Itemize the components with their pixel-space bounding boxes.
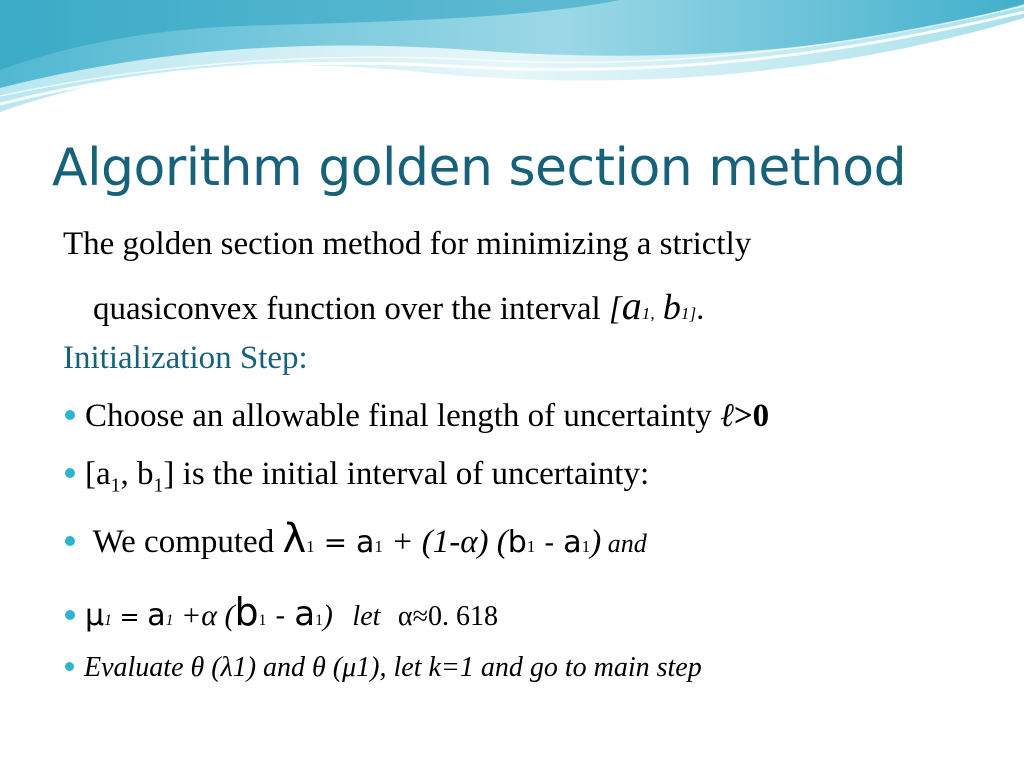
bullet-text: Evaluate θ (λ1) and θ (μ1), let k=1 and go to main step xyxy=(84,652,702,683)
interval-a: a xyxy=(621,283,642,328)
and-text: and xyxy=(601,529,647,558)
bullet-evaluate xyxy=(65,652,702,684)
bullet-dot xyxy=(65,662,74,671)
ell-symbol: ℓ xyxy=(720,398,734,434)
interval-comma: , xyxy=(650,304,655,323)
alpha-factor: α ( xyxy=(201,599,235,632)
let-text: let xyxy=(352,601,381,632)
interval-close-bracket: ] xyxy=(689,304,697,323)
greater-than: > xyxy=(733,398,753,434)
alpha-factor: (1-α) ( xyxy=(421,524,508,560)
subscript: 1 xyxy=(153,474,164,497)
lambda-symbol: λ xyxy=(282,516,307,562)
interval-open-bracket: [ xyxy=(608,291,622,327)
close-paren: ) xyxy=(590,524,602,560)
intro-line-2-text: quasiconvex function over the interval xyxy=(93,291,609,327)
bullet-text: We computed xyxy=(92,524,283,560)
plus: + xyxy=(382,524,422,560)
subscript: 1 xyxy=(315,612,323,629)
bullet-mu-formula xyxy=(65,590,498,634)
interval-period: . xyxy=(696,291,705,327)
bullet-text: ] is the initial interval of uncertainty: xyxy=(163,456,650,492)
subscript: 1 xyxy=(110,474,121,497)
equals: = xyxy=(314,526,356,559)
initialization-heading: Initialization Step: xyxy=(63,340,308,376)
intro-line-1: The golden section method for minimizing a strictly xyxy=(63,226,752,262)
header-wave-decoration xyxy=(0,0,1024,130)
close-paren: ) xyxy=(322,599,333,632)
plus: + xyxy=(173,599,202,632)
bullet-dot xyxy=(65,610,75,620)
subscript: 1 xyxy=(374,537,383,556)
interval-b-subscript: 1 xyxy=(680,304,690,323)
bullet-dot xyxy=(65,468,75,478)
equals: = xyxy=(111,603,148,631)
zero-value: 0 xyxy=(752,398,770,434)
var-b: b xyxy=(234,590,259,634)
interval-b: b xyxy=(662,287,681,327)
alpha-approx-value: α≈0. 618 xyxy=(397,601,498,632)
var-a: a xyxy=(355,525,375,560)
bullet-dot xyxy=(65,410,75,420)
interval-a1: [a xyxy=(85,456,111,492)
minus: - xyxy=(535,526,564,559)
var-b: b xyxy=(507,525,527,560)
subscript: 1 xyxy=(581,537,591,556)
mu-symbol: μ xyxy=(85,598,105,633)
bullet-lambda-formula xyxy=(65,516,647,562)
subscript: 1 xyxy=(526,537,536,556)
subscript: 1 xyxy=(306,537,315,556)
subscript: 1 xyxy=(104,612,112,629)
var-a: a xyxy=(294,594,316,634)
bullet-dot xyxy=(65,536,75,546)
var-a: a xyxy=(147,598,166,633)
slide-title: Algorithm golden section method xyxy=(52,138,907,198)
minus: - xyxy=(266,599,295,632)
intro-line-2 xyxy=(93,282,704,329)
bullet-text: Choose an allowable final length of uncertainty xyxy=(85,398,721,434)
interval-notation xyxy=(608,283,697,328)
subscript: 1 xyxy=(258,612,267,629)
var-a: a xyxy=(563,525,582,560)
bullet-uncertainty-length xyxy=(65,398,769,435)
subscript: 1 xyxy=(165,612,174,629)
bullet-initial-interval xyxy=(65,456,649,498)
interval-a-subscript: 1 xyxy=(641,304,651,323)
interval-b1: , b xyxy=(120,456,154,492)
